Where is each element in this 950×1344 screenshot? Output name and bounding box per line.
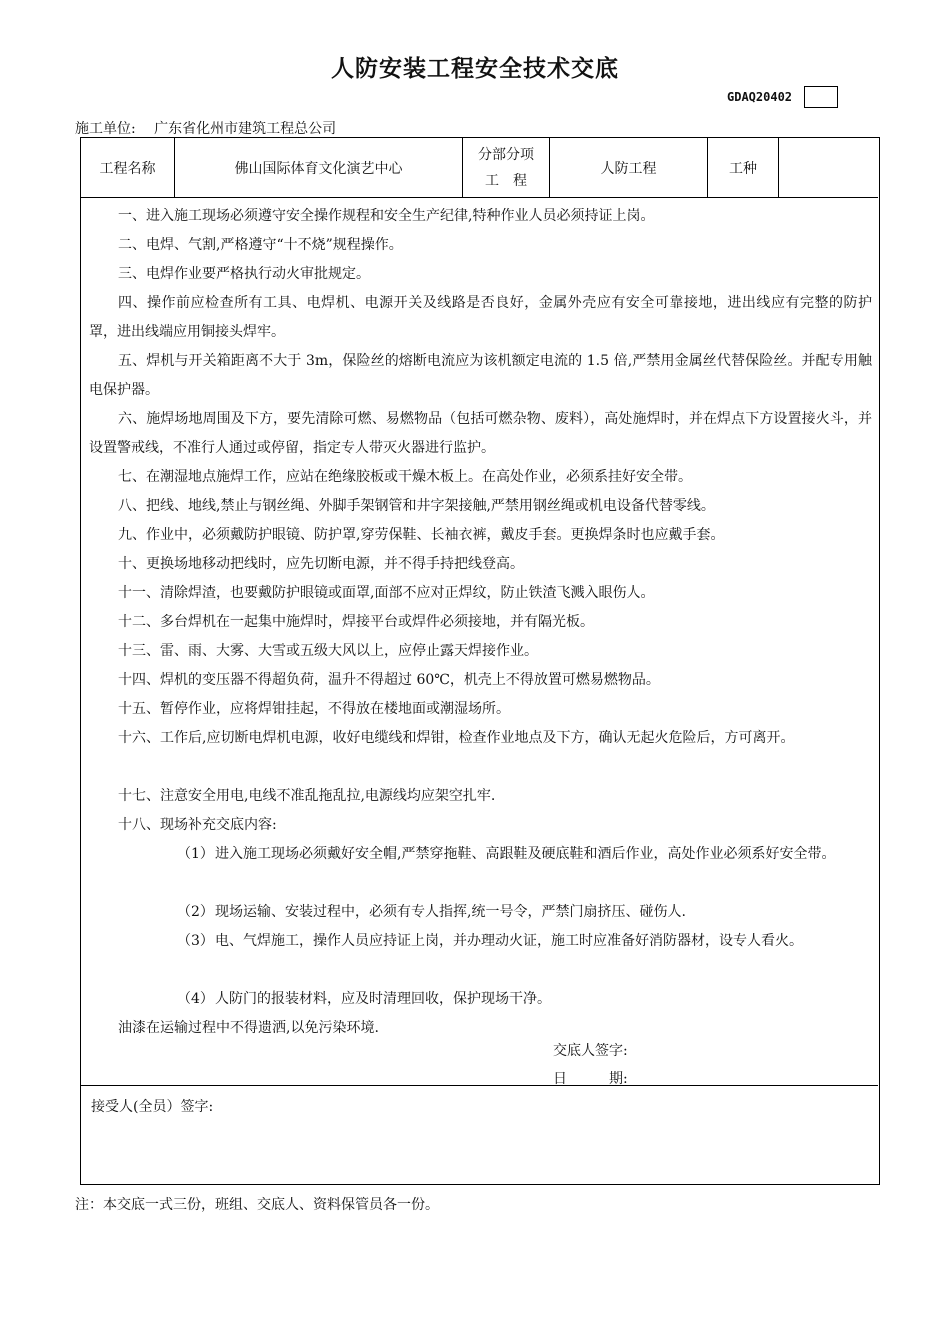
item-7: 七、在潮湿地点施焊工作，应站在绝缘胶板或干燥木板上。在高处作业，必须系挂好安全带。: [118, 469, 692, 485]
closing-note: 油漆在运输过程中不得遗洒,以免污染环境.: [118, 1020, 379, 1036]
sub-item-2: [139, 898, 872, 927]
sub-project-value: 人防工程: [550, 138, 708, 197]
sub-item-4: [139, 985, 872, 1014]
form-code: GDAQ20402: [727, 90, 793, 104]
item-10: 十、更换场地移动把线时，应先切断电源，并不得手持把线登高。: [118, 556, 524, 572]
sub-item-3: [139, 927, 872, 956]
date-label[interactable]: 日 期:: [553, 1071, 628, 1087]
sub-item-1-number: （1）: [177, 846, 214, 862]
item-12: 十二、多台焊机在一起集中施焊时，焊接平台或焊件必须接地，并有隔光板。: [118, 614, 594, 630]
construction-unit-label: 施工单位:: [75, 121, 136, 137]
document-title: 人防安装工程安全技术交底: [331, 56, 619, 82]
sub-item-4-number: （4）: [177, 991, 214, 1007]
item-5: 五、焊机与开关箱距离不大于 3m，保险丝的熔断电流应为该机额定电流的 1.5 倍,严禁用金属丝代替保险丝。并配专用触电保护器。: [89, 353, 872, 398]
sub-item-1: [139, 840, 872, 869]
footnote: 注：本交底一式三份，班组、交底人、资料保管员各一份。: [75, 1197, 439, 1213]
sub-project-label: [463, 138, 550, 197]
item-17: 十七、注意安全用电,电线不准乱拖乱拉,电源线均应架空扎牢.: [118, 788, 496, 804]
item-8: 八、把线、地线,禁止与钢丝绳、外脚手架钢管和井字架接触,严禁用钢丝绳或机电设备代替零线。: [118, 498, 715, 514]
sub-item-3-number: （3）: [177, 933, 214, 949]
trade-value[interactable]: [779, 138, 878, 197]
construction-unit-value: 广东省化州市建筑工程总公司: [154, 121, 337, 137]
item-16: 十六、工作后,应切断电焊机电源，收好电缆线和焊钳，检查作业地点及下方，确认无起火危险后，方可离开。: [118, 730, 795, 746]
project-name-value: 佛山国际体育文化演艺中心: [175, 138, 463, 197]
sub-project-label-line1: 分部分项: [478, 146, 534, 163]
item-18: 十八、现场补充交底内容:: [118, 817, 277, 833]
table-header-row: [81, 138, 878, 198]
sub-item-2-number: （2）: [177, 904, 214, 920]
sub-item-4-text: 人防门的报装材料，应及时清理回收，保护现场干净。: [215, 991, 551, 1007]
sub-project-label-line2: 工 程: [485, 172, 527, 189]
item-2: 二、电焊、气割,严格遵守“十不烧”规程操作。: [118, 237, 403, 253]
signer-label[interactable]: 交底人签字:: [553, 1043, 628, 1059]
sub-item-2-text: 现场运输、安装过程中，必须有专人指挥,统一号令，严禁门扇挤压、碰伤人.: [215, 904, 686, 920]
disclosure-content: [81, 198, 878, 1086]
form-code-box[interactable]: [804, 86, 838, 108]
item-1: 一、进入施工现场必须遵守安全操作规程和安全生产纪律,特种作业人员必须持证上岗。: [118, 208, 655, 224]
item-4: 四、操作前应检查所有工具、电焊机、电源开关及线路是否良好，金属外壳应有安全可靠接地，进出线应有完整的防护罩，进出线端应用铜接头焊牢。: [89, 295, 872, 340]
project-name-label: 工程名称: [81, 138, 175, 197]
item-15: 十五、暂停作业，应将焊钳挂起，不得放在楼地面或潮湿场所。: [118, 701, 510, 717]
item-3: 三、电焊作业要严格执行动火审批规定。: [118, 266, 370, 282]
receiver-signature-label[interactable]: 接受人(全员）签字:: [91, 1099, 214, 1115]
disclosure-table: [80, 137, 880, 1185]
item-14: 十四、焊机的变压器不得超负荷，温升不得超过 60℃，机壳上不得放置可燃易燃物品。: [118, 672, 660, 688]
sub-item-1-text: 进入施工现场必须戴好安全帽,严禁穿拖鞋、高跟鞋及硬底鞋和酒后作业，高处作业必须系好安全带。: [215, 846, 836, 862]
item-13: 十三、雷、雨、大雾、大雪或五级大风以上，应停止露天焊接作业。: [118, 643, 538, 659]
item-9: 九、作业中，必须戴防护眼镜、防护罩,穿劳保鞋、长袖衣裤，戴皮手套。更换焊条时也应戴手套。: [118, 527, 725, 543]
item-6: 六、施焊场地周围及下方，要先清除可燃、易燃物品（包括可燃杂物、废料），高处施焊时，并在焊点下方设置接火斗，并设置警戒线，不准行人通过或停留，指定专人带灭火器进行监护。: [89, 411, 872, 456]
sub-item-3-text: 电、气焊施工，操作人员应持证上岗，并办理动火证，施工时应准备好消防器材，设专人看火。: [215, 933, 803, 949]
trade-label: 工种: [708, 138, 779, 197]
item-11: 十一、清除焊渣，也要戴防护眼镜或面罩,面部不应对正焊纹，防止铁渣飞溅入眼伤人。: [118, 585, 655, 601]
construction-unit: [75, 118, 336, 138]
